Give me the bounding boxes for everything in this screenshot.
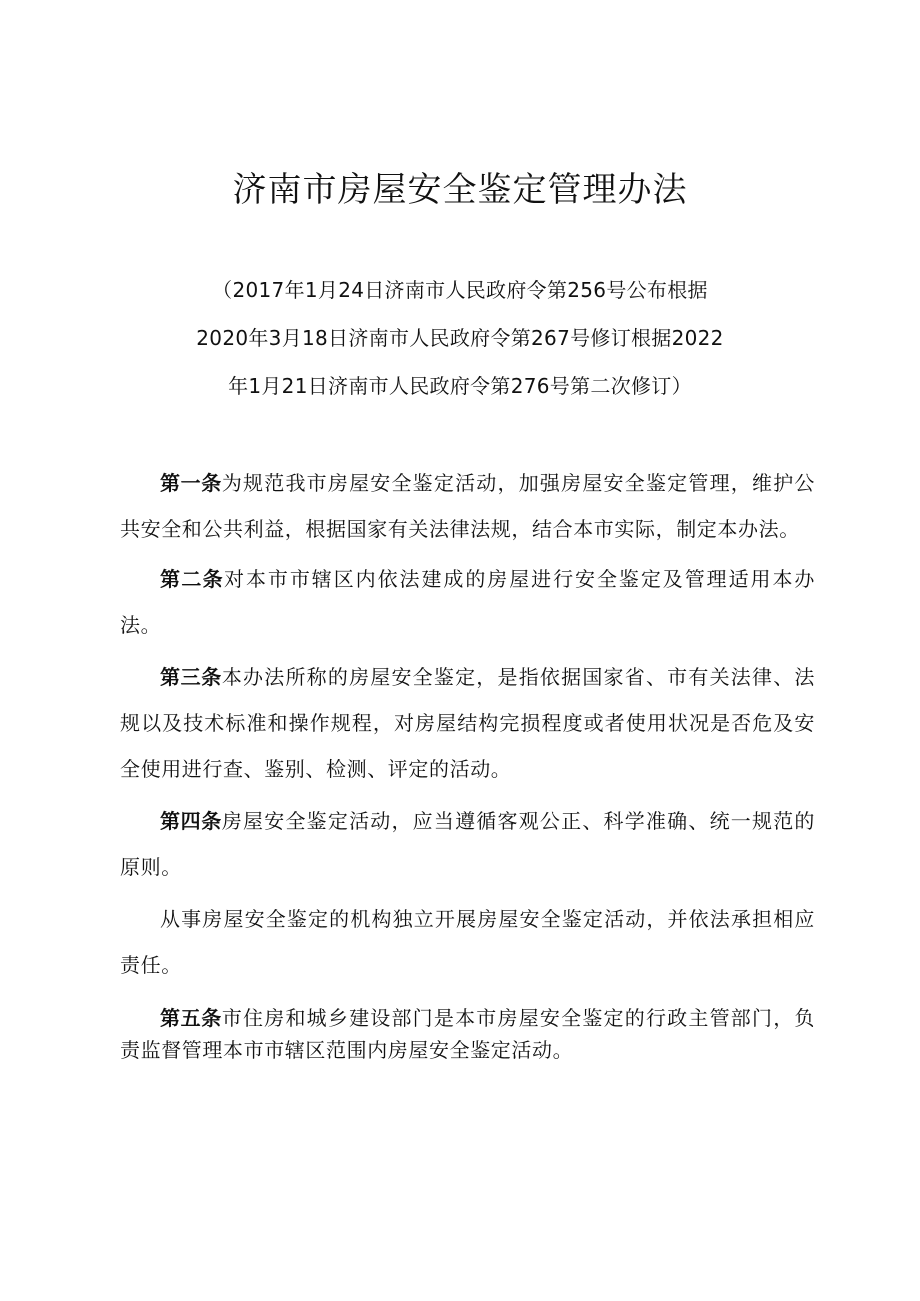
document-source-note xyxy=(150,266,770,410)
article-5-paragraph xyxy=(120,1002,815,1066)
article-2-paragraph xyxy=(120,556,815,648)
article-text: 对本市市辖区内依法建成的房屋进行安全鉴定及管理适用本办法。 xyxy=(120,567,815,637)
article-3-paragraph xyxy=(120,654,815,792)
article-number: 第五条 xyxy=(160,1006,222,1030)
article-4-second-paragraph xyxy=(120,896,815,988)
source-note-line-1: （2017年1月24日济南市人民政府令第256号公布根据 xyxy=(212,278,708,302)
article-number: 第三条 xyxy=(160,665,222,689)
source-note-line-2: 2020年3月18日济南市人民政府令第267号修订根据2022 xyxy=(196,326,724,350)
article-1-paragraph xyxy=(120,460,815,552)
article-number: 第二条 xyxy=(160,567,225,591)
article-text: 从事房屋安全鉴定的机构独立开展房屋安全鉴定活动，并依法承担相应责任。 xyxy=(120,907,815,977)
article-number: 第一条 xyxy=(160,471,222,495)
article-number: 第四条 xyxy=(160,809,222,833)
article-text: 市住房和城乡建设部门是本市房屋安全鉴定的行政主管部门，负责监督管理本市市辖区范围内房屋安全鉴定活动。 xyxy=(120,1006,815,1062)
source-note-line-3: 年1月21日济南市人民政府令第276号第二次修订） xyxy=(228,374,692,398)
document-title: 济南市房屋安全鉴定管理办法 xyxy=(232,170,688,210)
article-text: 本办法所称的房屋安全鉴定，是指依据国家省、市有关法律、法规以及技术标准和操作规程，对房屋结构完损程度或者使用状况是否危及安全使用进行查、鉴别、检测、评定的活动。 xyxy=(120,665,815,781)
article-4-paragraph xyxy=(120,798,815,890)
article-text: 为规范我市房屋安全鉴定活动，加强房屋安全鉴定管理，维护公共安全和公共利益，根据国家有关法律法规，结合本市实际，制定本办法。 xyxy=(120,471,815,541)
article-text: 房屋安全鉴定活动，应当遵循客观公正、科学准确、统一规范的原则。 xyxy=(120,809,815,879)
document-body xyxy=(120,460,815,1074)
